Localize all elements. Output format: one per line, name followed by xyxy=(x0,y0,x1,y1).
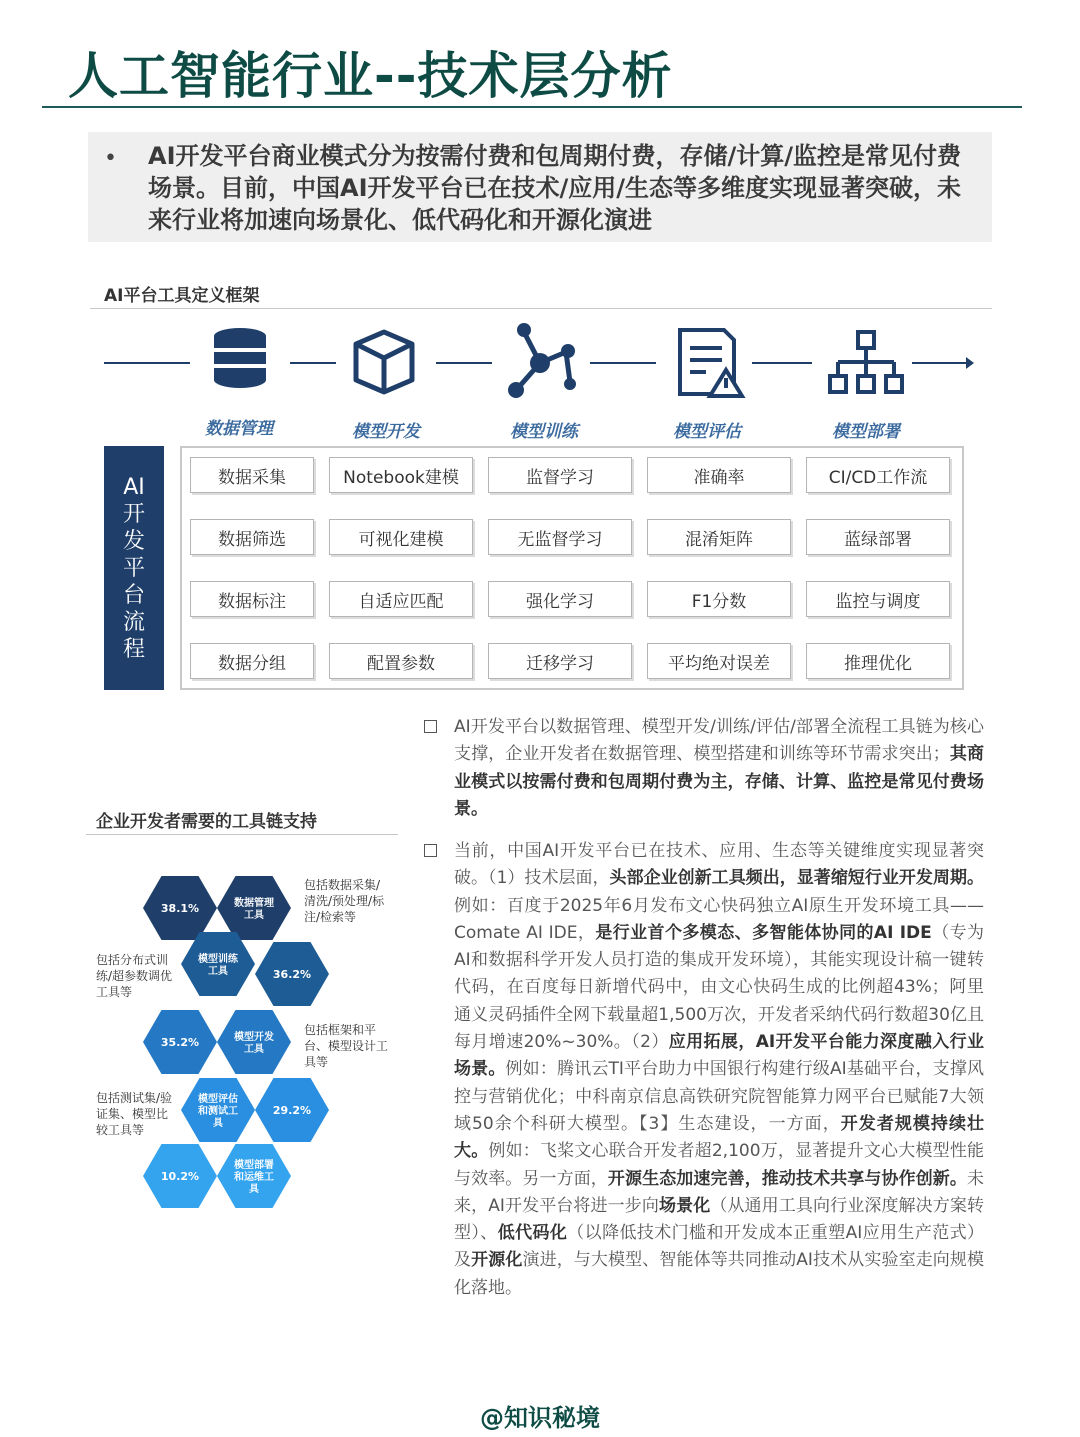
hex-tool-label: 模型开发工具 xyxy=(234,1032,274,1055)
summary-box xyxy=(88,132,992,242)
title-divider xyxy=(42,106,1022,108)
annotation-data-tools: 包括数据采集/清洗/预处理/标注/检索等 xyxy=(304,878,385,924)
grid-cell: 数据筛选 xyxy=(190,519,314,555)
hex-percentage: 36.2% xyxy=(272,968,312,981)
text-run: 场景化 xyxy=(658,1195,711,1216)
grid-cell: 准确率 xyxy=(647,457,791,493)
text-run: 未来，AI开发平台将进一步向 xyxy=(454,1168,985,1216)
text-run: 头部企业创新工具频出，显著缩短行业开发周期。 xyxy=(609,868,985,889)
summary-text: AI开发平台商业模式分为按需付费和包周期付费，存储/计算/监控是常见付费场景。目前，中国AI开发平台已在技术/应用/生态等多维度实现显著突破，未来行业将加速向场景化、低代码化和开源化演进 xyxy=(148,142,962,234)
toolchain-divider xyxy=(86,834,398,835)
hierarchy-icon xyxy=(830,332,902,392)
document-warning-icon xyxy=(680,330,742,396)
footer-watermark: @知识秘境 xyxy=(480,1404,600,1432)
hex-tool-label: 数据管理工具 xyxy=(234,898,274,921)
grid-cell: 无监督学习 xyxy=(488,519,632,555)
text-run: 是行业首个多模态、多智能体协同的AI IDE xyxy=(595,922,932,943)
text-run: 应用拓展，AI开发平台能力深度融入行业场景。 xyxy=(454,1032,984,1080)
grid-cell: 数据标注 xyxy=(190,581,314,617)
text-run: （专为AI和数据科学开发人员打造的集成开发环境），其能实现设计稿一键转代码，在百度每日新增代码中，由文心快码生成的比例超43%；阿里通义灵码插件全网下载量超1,500万次，开发者采纳代码行数超30亿且每月增速20%~30%。（2） xyxy=(454,922,985,1053)
paragraph-breakthroughs xyxy=(454,838,984,1302)
database-icon xyxy=(214,328,266,388)
grid-cell: 迁移学习 xyxy=(488,643,632,679)
hex-percentage: 35.2% xyxy=(160,1036,200,1049)
text-run: 例如：飞桨文心联合开发者超2,100万，显著提升文心大模型性能与效率。另一方面， xyxy=(454,1141,985,1189)
hex-percentage: 29.2% xyxy=(272,1104,312,1117)
grid-cell: 数据采集 xyxy=(190,457,314,493)
grid-cell: 强化学习 xyxy=(488,581,632,617)
text-run: 开源生态加速完善，推动技术共享与协作创新。 xyxy=(607,1168,968,1189)
checkbox-bullet-icon xyxy=(424,720,437,733)
annotation-development-tools: 包括框架和平台、模型设计工具等 xyxy=(304,1023,389,1069)
hex-tool-label: 模型评估和测试工具 xyxy=(198,1094,238,1129)
framework-divider xyxy=(90,308,992,309)
text-run: 开发者规模持续壮大。 xyxy=(454,1113,985,1162)
vertical-process-label: AI开发平台流程 xyxy=(104,446,164,690)
grid-cell: 监督学习 xyxy=(488,457,632,493)
annotation-evaluation-tools: 包括测试集/验证集、模型比较工具等 xyxy=(96,1091,173,1137)
grid-cell: 混淆矩阵 xyxy=(647,519,791,555)
hex-tool-label: 模型部署和运维工具 xyxy=(234,1160,274,1195)
paragraph-business-model xyxy=(454,714,984,823)
text-run: 演进，与大模型、智能体等共同推动AI技术从实验室走向规模化落地。 xyxy=(454,1250,985,1298)
annotation-training-tools: 包括分布式训练/超参数调优工具等 xyxy=(96,953,173,999)
grid-cell: 配置参数 xyxy=(329,643,473,679)
network-icon xyxy=(508,323,576,398)
page-title: 人工智能行业--技术层分析 xyxy=(68,47,673,105)
text-run: 其商业模式以按需付费和包周期付费为主，存储、计算、监控是常见付费场景。 xyxy=(454,744,985,819)
grid-cell: Notebook建模 xyxy=(329,457,473,493)
bullet-icon: • xyxy=(104,146,117,171)
step-label-model-deployment: 模型部署 xyxy=(832,422,900,442)
hex-percentage: 38.1% xyxy=(160,902,200,915)
step-label-model-development: 模型开发 xyxy=(352,422,420,442)
toolchain-title: 企业开发者需要的工具链支持 xyxy=(96,812,317,832)
text-run: AI开发平台以数据管理、模型开发/训练/评估/部署全流程工具链为核心支撑，企业开发者在数据管理、模型搭建和训练等环节需求突出； xyxy=(454,717,984,765)
grid-cell: F1分数 xyxy=(647,581,791,617)
grid-cell: CI/CD工作流 xyxy=(806,457,950,493)
grid-cell: 蓝绿部署 xyxy=(806,519,950,555)
step-label-model-evaluation: 模型评估 xyxy=(673,422,741,442)
text-run: 例如：腾讯云TI平台助力中国银行构建行级AI基础平台，支撑风控与营销优化；中科南京信息高铁研究院智能算力网平台已赋能7大领域50余个科研大模型。【3】生态建设，一方面， xyxy=(454,1059,984,1134)
grid-cell: 监控与调度 xyxy=(806,581,950,617)
hex-tool-label: 模型训练工具 xyxy=(198,954,238,977)
step-label-model-training: 模型训练 xyxy=(510,422,578,442)
process-flow xyxy=(100,318,980,408)
grid-cell: 平均绝对误差 xyxy=(647,643,791,679)
grid-cell: 可视化建模 xyxy=(329,519,473,555)
text-run: 开源化 xyxy=(471,1250,523,1271)
hex-percentage: 10.2% xyxy=(160,1170,200,1183)
step-label-data-management: 数据管理 xyxy=(205,419,273,439)
text-run: 例如：百度于2025年6月发布文心快码独立AI原生开发环境工具——Comate AI IDE， xyxy=(454,895,984,943)
cube-icon xyxy=(356,332,412,392)
text-run: 低代码化 xyxy=(497,1223,568,1244)
checkbox-bullet-icon xyxy=(424,844,437,857)
text-run: （从通用工具向行业深度解决方案转型）、 xyxy=(454,1195,984,1244)
grid-cell: 推理优化 xyxy=(806,643,950,679)
text-run: （以降低技术门槛和开发成本正重塑AI应用生产范式）及 xyxy=(454,1223,985,1271)
text-run: 当前，中国AI开发平台已在技术、应用、生态等关键维度实现显著突破。（1）技术层面， xyxy=(454,841,984,889)
framework-title: AI平台工具定义框架 xyxy=(104,286,260,306)
grid-cell: 数据分组 xyxy=(190,643,314,679)
grid-cell: 自适应匹配 xyxy=(329,581,473,617)
